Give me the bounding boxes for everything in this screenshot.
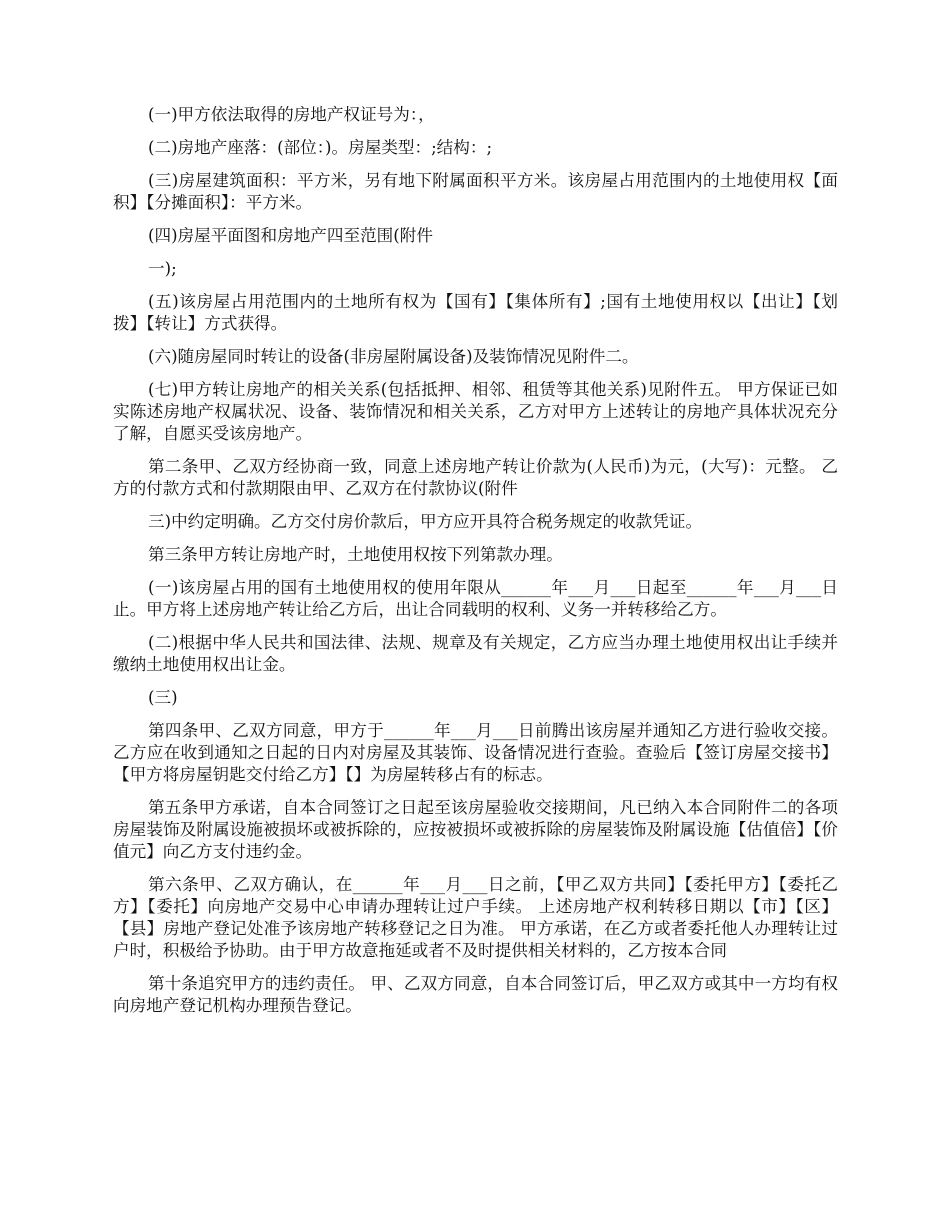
paragraph-17: 第六条甲、乙双方确认，在______年___月___日之前，【甲乙双方共同】【委托甲方】【委托乙方】【委托】向房地产交易中心申请办理转让过户手续。 上述房地产权利转移日期以【市】【区】【县】房地产登记处准予该房地产转移登记之日为准。 甲方承诺，在乙方或者委托他人办理转让过户时，积极给予协助。由于甲方故意拖延或者不及时提供相关材料的，乙方按本合同 [113, 875, 838, 960]
paragraph-6: (五)该房屋占用范围内的土地所有权为【国有】【集体所有】;国有土地使用权以【出让】【划拨】【转让】方式获得。 [113, 292, 838, 333]
document-body [113, 104, 838, 1028]
paragraph-2: (二)房地产座落：(部位：)。房屋类型：;结构：; [148, 138, 493, 157]
paragraph-15: 第四条甲、乙双方同意，甲方于______年___月___日前腾出该房屋并通知乙方进行验收交接。乙方应在收到通知之日起的日内对房屋及其装饰、设备情况进行查验。查验后【签订房屋交接书】【甲方将房屋钥匙交付给乙方】【】为房屋转移占有的标志。 [113, 721, 838, 784]
paragraph-1: (一)甲方依法取得的房地产权证号为：， [148, 105, 435, 124]
paragraph-5: 一); [148, 259, 177, 278]
paragraph-11: 第三条甲方转让房地产时，土地使用权按下列第款办理。 [148, 545, 563, 564]
paragraph-13: (二)根据中华人民共和国法律、法规、规章及有关规定，乙方应当办理土地使用权出让手续并缴纳土地使用权出让金。 [113, 633, 838, 674]
paragraph-8: (七)甲方转让房地产的相关关系(包括抵押、相邻、租赁等其他关系)见附件五。 甲方保证已如实陈述房地产权属状况、设备、装饰情况和相关关系，乙方对甲方上述转让的房地产具体状况充分了解，自愿买受该房地产。 [113, 380, 838, 443]
paragraph-4: (四)房屋平面图和房地产四至范围(附件 [148, 226, 433, 245]
paragraph-16: 第五条甲方承诺，自本合同签订之日起至该房屋验收交接期间，凡已纳入本合同附件二的各项房屋装饰及附属设施被损坏或被拆除的，应按被损坏或被拆除的房屋装饰及附属设施【估值倍】【价值元】向乙方支付违约金。 [113, 798, 838, 861]
paragraph-3: (三)房屋建筑面积：平方米，另有地下附属面积平方米。该房屋占用范围内的土地使用权【面积】【分摊面积】：平方米。 [113, 171, 838, 212]
paragraph-9: 第二条甲、乙双方经协商一致，同意上述房地产转让价款为(人民币)为元，(大写)：元整。 乙方的付款方式和付款期限由甲、乙双方在付款协议(附件 [113, 457, 838, 498]
paragraph-10: 三)中约定明确。乙方交付房价款后，甲方应开具符合税务规定的收款凭证。 [148, 512, 703, 531]
paragraph-14: (三) [148, 688, 178, 707]
paragraph-12: (一)该房屋占用的国有土地使用权的使用年限从______年___月___日起至______年___月___日止。甲方将上述房地产转让给乙方后，出让合同载明的权利、义务一并转移给乙方。 [113, 578, 838, 619]
paragraph-18: 第十条追究甲方的违约责任。 甲、乙双方同意，自本合同签订后，甲乙双方或其中一方均有权向房地产登记机构办理预告登记。 [113, 974, 838, 1015]
paragraph-7: (六)随房屋同时转让的设备(非房屋附属设备)及装饰情况见附件二。 [148, 347, 639, 366]
